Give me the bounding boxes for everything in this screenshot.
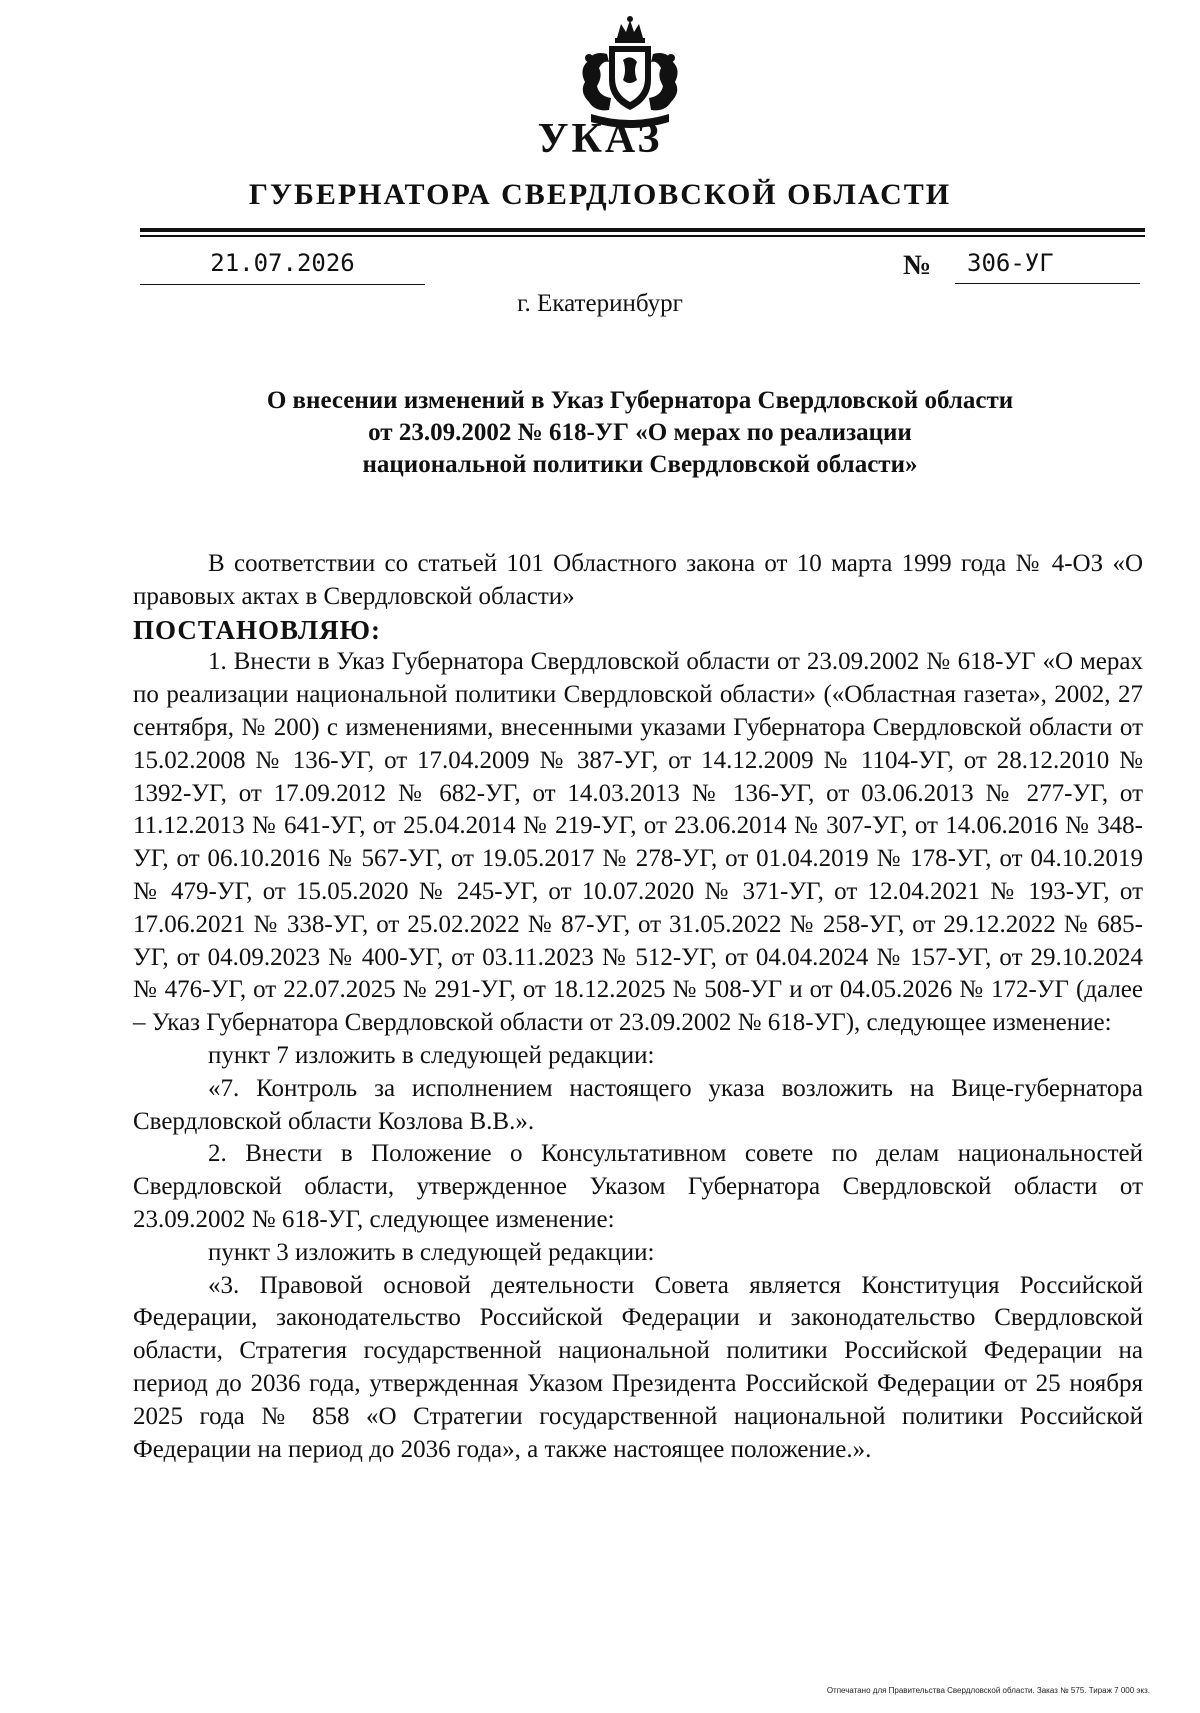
document-heading xyxy=(160,385,1120,481)
body-item-2-text: «3. Правовой основой деятельности Совета является Конституция Российской Федерации, законодательство Российской Федерации и законодательство Свердловской области, Стратегия государственной национальной политики Российской Федерации на период до 2036 года, утвержденная Указом Президента Российской Федерации от 25 ноября 2025 года № 858 «О Стратегии государственной национальной политики Российской Федерации на период до 2036 года», а также настоящее положение.». xyxy=(133,1271,1143,1463)
document-city: г. Екатеринбург xyxy=(517,290,683,317)
document-number: 306-УГ xyxy=(955,248,1140,284)
heading-line: национальной политики Свердловской области» xyxy=(362,451,918,478)
number-sign: № xyxy=(903,250,932,281)
document-date: 21.07.2026 xyxy=(140,248,425,285)
document-title: УКАЗ xyxy=(537,116,663,162)
body-item-2-point: пункт 3 изложить в следующей редакции: xyxy=(208,1238,655,1266)
body-decree: ПОСТАНОВЛЯЮ: xyxy=(133,614,381,645)
body-intro: В соответствии со статьей 101 Областного закона от 10 марта 1999 года № 4-ОЗ «О правовых актах в Свердловской области» xyxy=(133,550,1143,610)
body-item-1-text: «7. Контроль за исполнением настоящего указа возложить на Вице-губернатора Свердловской области Козлова В.В.». xyxy=(133,1074,1143,1135)
heading-line: от 23.09.2002 № 618-УГ «О мерах по реализации xyxy=(368,419,912,446)
heading-line: О внесении изменений в Указ Губернатора Свердловской области xyxy=(266,387,1014,414)
document-body xyxy=(133,548,1143,1466)
header-divider-thin xyxy=(140,235,1145,237)
print-note: Отпечатано для Правительства Свердловской области. Заказ № 575. Тираж 7 000 экз. xyxy=(826,1686,1150,1695)
document-subtitle: ГУБЕРНАТОРА СВЕРДЛОВСКОЙ ОБЛАСТИ xyxy=(248,178,952,211)
body-item-1: 1. Внести в Указ Губернатора Свердловской области от 23.09.2002 № 618-УГ «О мерах по реализации национальной политики Свердловской области» («Областная газета», 2002, 27 сентября, № 200) с изменениями, внесенными указами Губернатора Свердловской области от 15.02.2008 № 136-УГ, от 17.04.2009 № 387-УГ, от 14.12.2009 № 1104-УГ, от 28.12.2010 № 1392-УГ, от 17.09.2012 № 682-УГ, от 14.03.2013 № 136-УГ, от 03.06.2013 № 277-УГ, от 11.12.2013 № 641-УГ, от 25.04.2014 № 219-УГ, от 23.06.2014 № 307-УГ, от 14.06.2016 № 348-УГ, от 06.10.2016 № 567-УГ, от 19.05.2017 № 278-УГ, от 01.04.2019 № 178-УГ, от 04.10.2019 № 479-УГ, от 15.05.2020 № 245-УГ, от 10.07.2020 № 371-УГ, от 12.04.2021 № 193-УГ, от 17.06.2021 № 338-УГ, от 25.02.2022 № 87-УГ, от 31.05.2022 № 258-УГ, от 29.12.2022 № 685-УГ, от 04.09.2023 № 400-УГ, от 03.11.2023 № 512-УГ, от 04.04.2024 № 157-УГ, от 29.10.2024 № 476-УГ, от 22.07.2025 № 291-УГ, от 18.12.2025 № 508-УГ и от 04.05.2026 № 172-УГ (далее – Указ Губернатора Свердловской области от 23.09.2002 № 618-УГ), следующее изменение: xyxy=(133,648,1143,1037)
header-divider-thick xyxy=(140,228,1145,232)
body-item-1-point: пункт 7 изложить в следующей редакции: xyxy=(208,1041,655,1069)
body-item-2: 2. Внести в Положение о Консультативном совете по делам национальностей Свердловской области, утвержденное Указом Губернатора Свердловской области от 23.09.2002 № 618-УГ, следующее изменение: xyxy=(133,1140,1143,1233)
